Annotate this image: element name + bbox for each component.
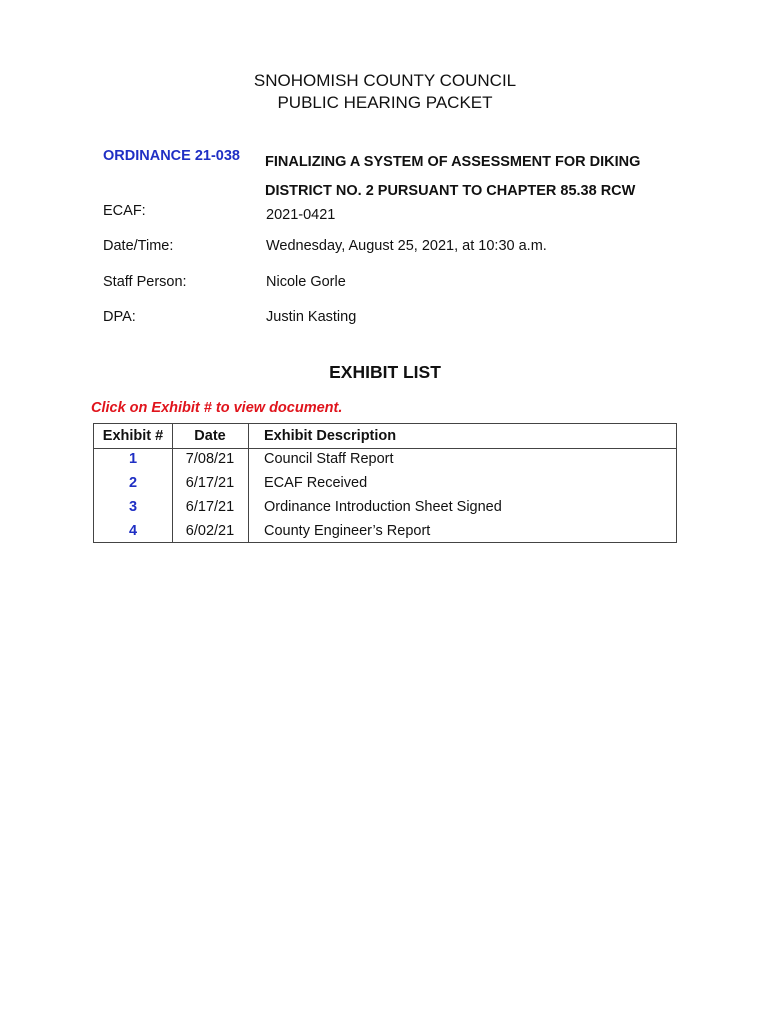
- exhibit-date: 6/02/21: [185, 523, 235, 539]
- table-header-row: [94, 424, 676, 448]
- packet-title: PUBLIC HEARING PACKET: [277, 93, 493, 112]
- exhibit-description: County Engineer’s Report: [264, 523, 431, 539]
- exhibit-date: 7/08/21: [185, 451, 235, 467]
- exhibit-description: ECAF Received: [264, 475, 368, 491]
- table-row: [94, 447, 676, 471]
- council-title: SNOHOMISH COUNTY COUNCIL: [253, 71, 517, 90]
- exhibit-date: 6/17/21: [185, 475, 235, 491]
- exhibit-date: 6/17/21: [185, 499, 235, 515]
- exhibit-2-link[interactable]: 2: [128, 475, 138, 491]
- ecaf-label: ECAF:: [103, 203, 146, 219]
- ecaf-value: 2021-0421: [266, 207, 336, 223]
- staff-person-value: Nicole Gorle: [266, 274, 346, 290]
- exhibit-number-header: Exhibit #: [102, 428, 164, 444]
- ordinance-number: ORDINANCE 21-038: [103, 148, 240, 164]
- exhibit-1-link[interactable]: 1: [128, 451, 138, 467]
- ordinance-title: FINALIZING A SYSTEM OF ASSESSMENT FOR DIKING DISTRICT NO. 2 PURSUANT TO CHAPTER 85.38 RCW: [265, 154, 641, 199]
- description-header: Exhibit Description: [264, 428, 397, 444]
- staff-person-label: Staff Person:: [103, 274, 187, 290]
- exhibit-4-link[interactable]: 4: [128, 523, 138, 539]
- exhibit-3-link[interactable]: 3: [128, 499, 138, 515]
- click-instruction: Click on Exhibit # to view document.: [91, 400, 343, 416]
- datetime-value: Wednesday, August 25, 2021, at 10:30 a.m.: [266, 238, 547, 254]
- exhibit-table: [93, 423, 677, 543]
- table-row: [94, 471, 676, 495]
- table-row: [94, 519, 676, 543]
- table-row: [94, 495, 676, 519]
- dpa-label: DPA:: [103, 309, 136, 325]
- datetime-label: Date/Time:: [103, 238, 174, 254]
- date-header: Date: [194, 428, 226, 444]
- dpa-value: Justin Kasting: [266, 309, 357, 325]
- exhibit-description: Council Staff Report: [264, 451, 394, 467]
- exhibit-description: Ordinance Introduction Sheet Signed: [264, 499, 502, 515]
- exhibit-list-heading: EXHIBIT LIST: [329, 362, 441, 382]
